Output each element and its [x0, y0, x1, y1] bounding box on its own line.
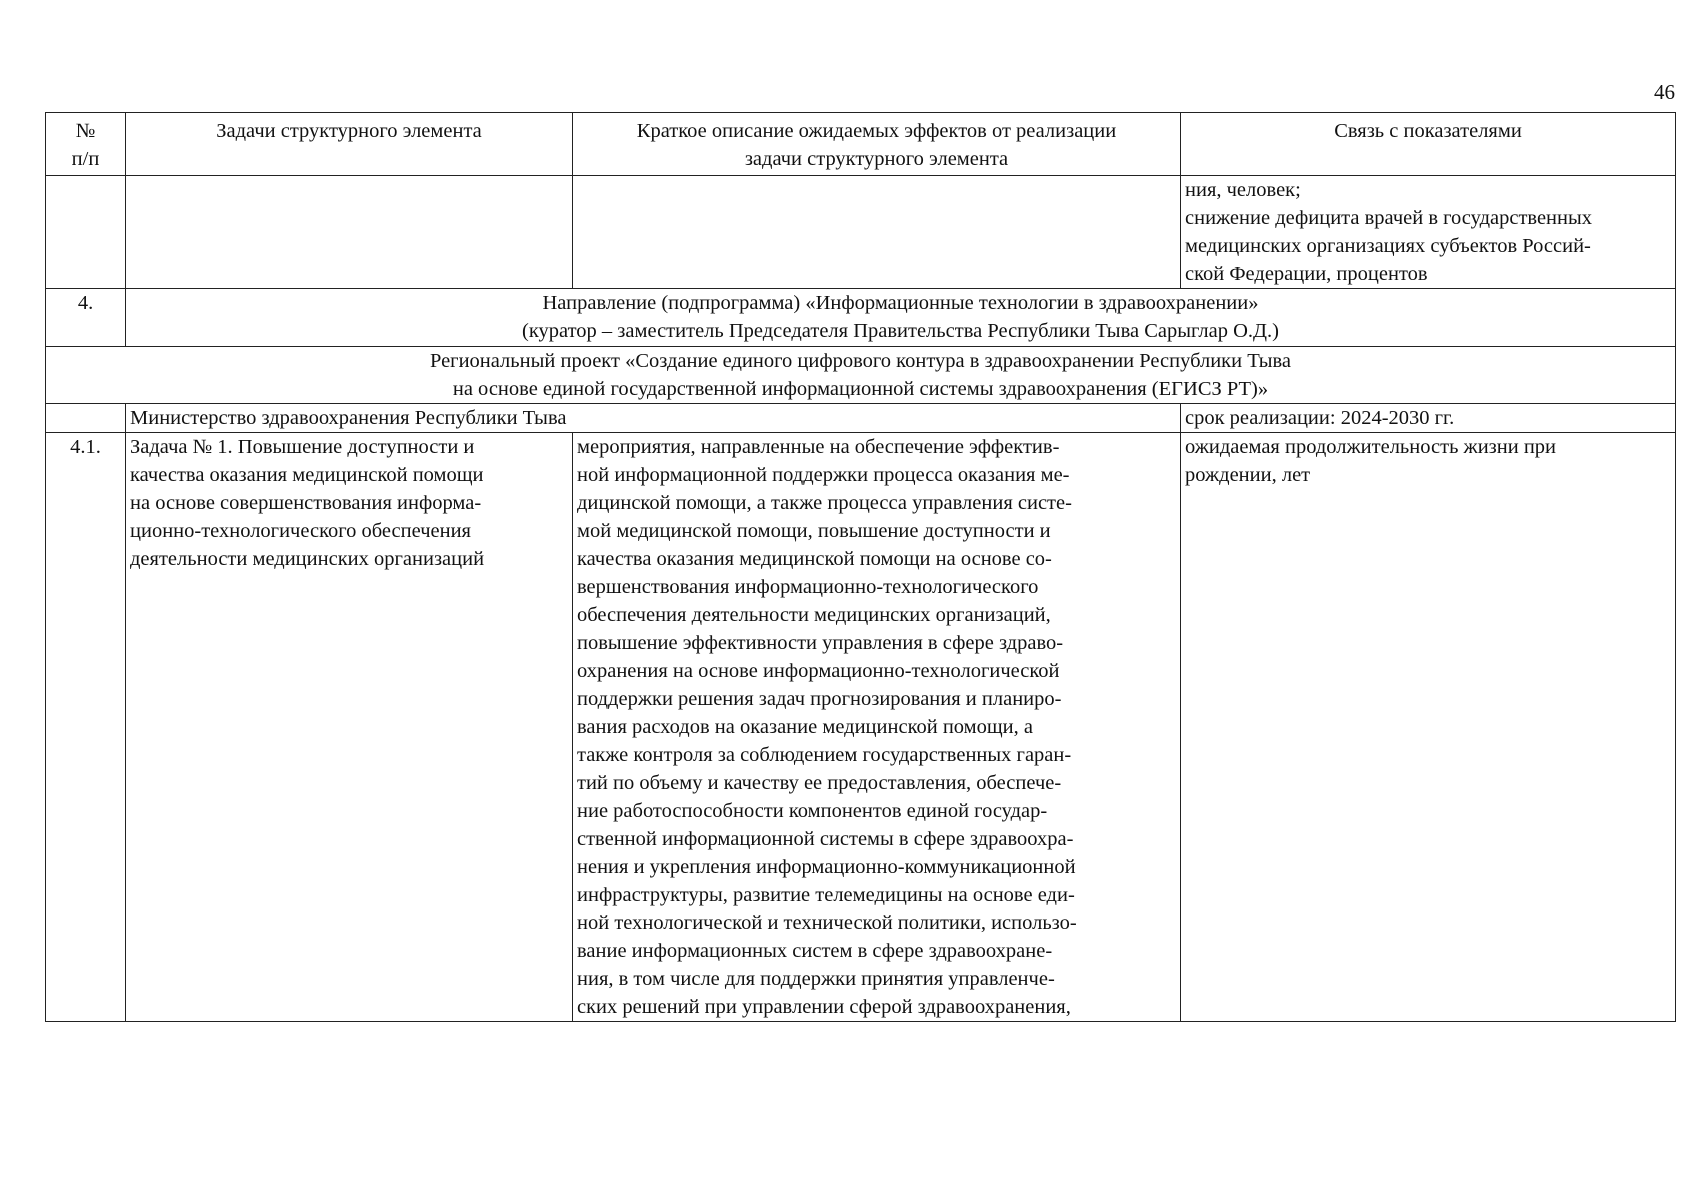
responsible-ministry: Министерство здравоохранения Республики Тыва [126, 404, 1181, 433]
cell-empty-number [46, 176, 126, 289]
table-row-direction [46, 289, 1676, 347]
table-row-continuation [46, 176, 1676, 289]
task-effects: мероприятия, направленные на обеспечение эффектив- ной информационной поддержки процесса оказания ме- дицинской помощи, а также процесса управления систе- мой медицинской помощи, повышение доступности и качества оказания медицинской помощи на основе со- вершенствования информационно-технологического обеспечения деятельности медицинских организаций, повышение эффективности управления в сфере здраво- охранения на основе информационно-технологической поддержки решения задач прогнозирования и планиро- вания расходов на оказание медицинской помощи, а также контроля за соблюдением государственных гаран- тий по объему и качеству ее предоставления, обеспече- ние работоспособности компонентов единой государ- ственной информационной системы в сфере здравоохра- нения и укрепления информационно-коммуникационной инфраструктуры, развитие телемедицины на основе еди- ной технологической и технической политики, использо- вание информационных систем в сфере здравоохране- ния, в том числе для поддержки принятия управленче- ских решений при управлении сферой здравоохранения, [573, 433, 1181, 1022]
cell-empty-ministry-number [46, 404, 126, 433]
task-description: Задача № 1. Повышение доступности и качества оказания медицинской помощи на основе совершенствования информа- ционно-технологического обеспечения деятельности медицинских организаций [126, 433, 573, 1022]
cell-empty-effects [573, 176, 1181, 289]
direction-number: 4. [46, 289, 126, 347]
cell-empty-tasks [126, 176, 573, 289]
header-number: № п/п [46, 113, 126, 176]
direction-title: Направление (подпрограмма) «Информационные технологии в здравоохранении» (куратор – заместитель Председателя Правительства Республики Тыва Сарыглар О.Д.) [126, 289, 1676, 347]
cell-indicators-continued: ния, человек; снижение дефицита врачей в государственных медицинских организациях субъектов Россий- ской Федерации, процентов [1181, 176, 1676, 289]
task-number: 4.1. [46, 433, 126, 1022]
task-indicators: ожидаемая продолжительность жизни при рождении, лет [1181, 433, 1676, 1022]
page-number: 46 [1654, 80, 1675, 104]
header-indicators: Связь с показателями [1181, 113, 1676, 176]
table-header-row [46, 113, 1676, 176]
measures-table [45, 112, 1676, 1022]
table-row-ministry [46, 404, 1676, 433]
project-title: Региональный проект «Создание единого цифрового контура в здравоохранении Республики Тыва на основе единой государственной информационной системы здравоохранения (ЕГИСЗ РТ)» [46, 347, 1676, 404]
implementation-term: срок реализации: 2024-2030 гг. [1181, 404, 1676, 433]
header-tasks: Задачи структурного элемента [126, 113, 573, 176]
table-row-project [46, 347, 1676, 404]
header-effects: Краткое описание ожидаемых эффектов от реализации задачи структурного элемента [573, 113, 1181, 176]
table-row-task [46, 433, 1676, 1022]
